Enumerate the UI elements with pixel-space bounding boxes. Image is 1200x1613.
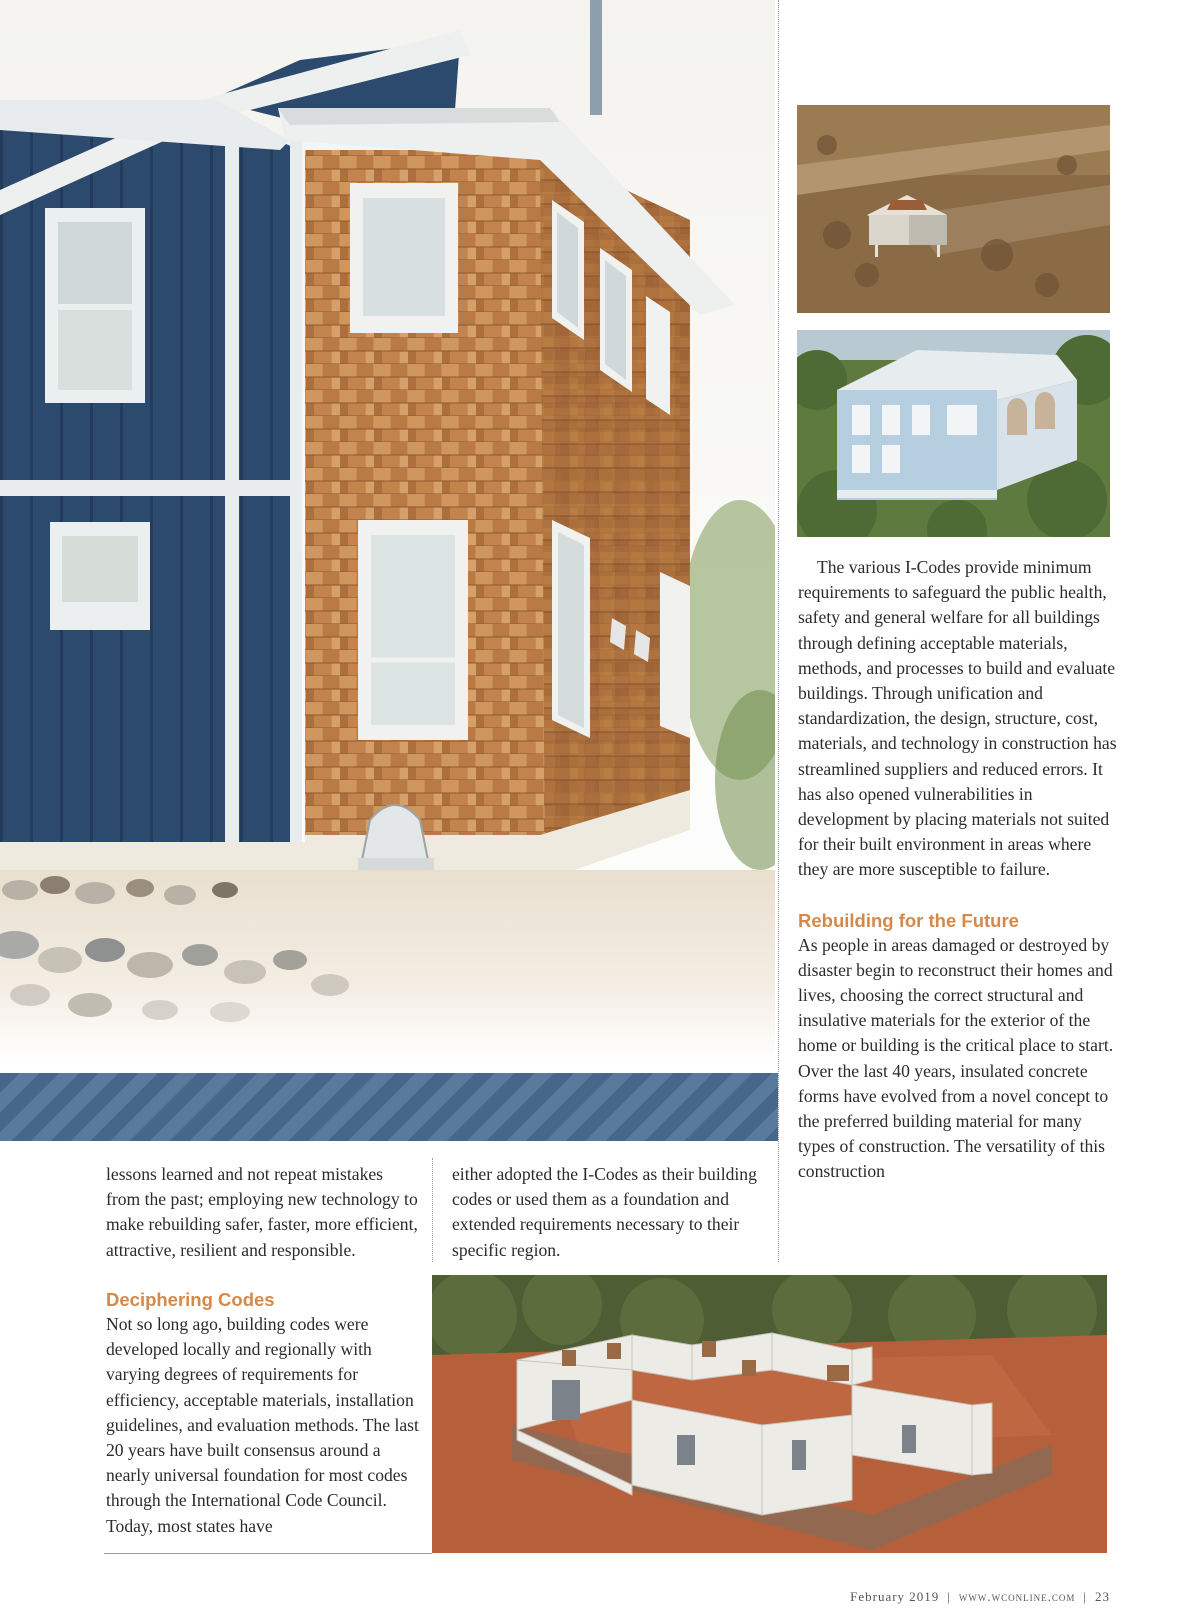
aerial-hurricane-damage-photo: [797, 105, 1110, 313]
issue-date: February 2019: [850, 1589, 940, 1604]
intro-paragraph: The various I-Codes provide minimum requirements to safeguard the public health, safety and general welfare for all buildings through defining acceptable materials, methods, and processes to build and evaluate buildings. Through unification and standardization, the design, structure, cost, materials, and technology in construction has streamlined suppliers and reduced errors. It has also opened vulnerabilities in development by placing materials not suited for their built environment in areas where they are more susceptible to failure.: [798, 557, 1117, 880]
deciphering-codes-section: [106, 1288, 421, 1539]
right-column-text: [798, 555, 1118, 1185]
page-number: 23: [1095, 1589, 1110, 1604]
section-heading-rebuilding: Rebuilding for the Future: [798, 909, 1019, 931]
icf-construction-site-photo: [432, 1275, 1107, 1553]
continued-paragraph: either adopted the I-Codes as their building codes or used them as a foundation and extended requirements necessary to their specific region.: [452, 1164, 757, 1260]
continued-paragraph: lessons learned and not repeat mistakes from the past; employing new technology to make rebuilding safer, faster, more efficient, attractive, resilient and responsible.: [106, 1164, 418, 1260]
footer-separator: |: [947, 1589, 951, 1604]
section-heading-deciphering: Deciphering Codes: [106, 1289, 275, 1310]
left-column-continued-text: [106, 1162, 421, 1263]
elevated-coastal-house-photo: [797, 330, 1110, 537]
column-divider: [432, 1158, 433, 1262]
decorative-stripe-band: [0, 1073, 778, 1141]
hero-house-photo: [0, 0, 775, 1060]
footer-separator: |: [1083, 1589, 1087, 1604]
middle-column-continued-text: [452, 1162, 764, 1263]
column-bottom-rule: [104, 1553, 432, 1554]
rebuilding-paragraph: As people in areas damaged or destroyed by disaster begin to reconstruct their homes and lives, choosing the correct structural and insulative materials for the exterior of the home or building is the critical place to start. Over the last 40 years, insulated concrete forms have evolved from a novel concept to the preferred building material for many types of construction. The versatility of this construction: [798, 934, 1114, 1182]
window: [45, 208, 145, 403]
column-divider: [778, 0, 779, 1262]
deciphering-paragraph: Not so long ago, building codes were developed locally and regionally with varying degrees of requirements for efficiency, acceptable materials, installation guidelines, and evaluation methods. The last 20 years have built consensus around a nearly universal foundation for most codes through the International Code Council. Today, most states have: [106, 1314, 419, 1536]
page-footer: [780, 1589, 1110, 1605]
website-url: www.wconline.com: [958, 1589, 1076, 1604]
